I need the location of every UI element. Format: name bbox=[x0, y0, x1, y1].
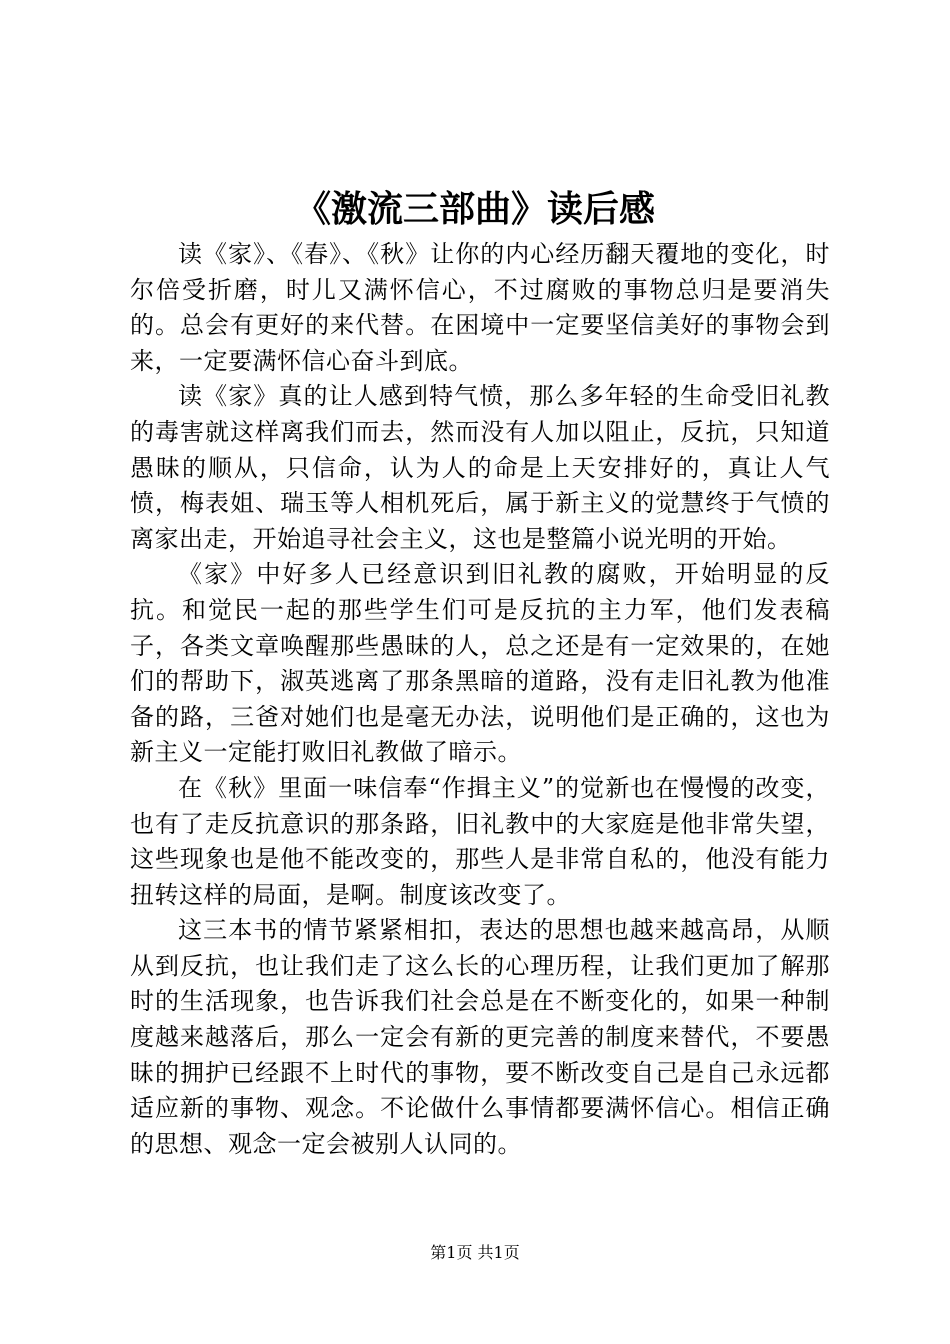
paragraph-1: 读《家》、《春》、《秋》让你的内心经历翻天覆地的变化，时尔倍受折磨，时儿又满怀信心，不过腐败的事物总归是要消失的。总会有更好的来代替。在困境中一定要坚信美好的事物会到来，一定要满怀信心奋斗到底。 bbox=[130, 240, 830, 375]
page-footer: 第1页 共1页 bbox=[430, 1243, 520, 1262]
paragraph-3: 《家》中好多人已经意识到旧礼教的腐败，开始明显的反抗。和觉民一起的那些学生们可是反抗的主力军，他们发表稿子，各类文章唤醒那些愚昧的人，总之还是有一定效果的，在她们的帮助下，淑英逃离了那条黑暗的道路，没有走旧礼教为他准备的路，三爸对她们也是毫无办法，说明他们是正确的，这也为新主义一定能打败旧礼教做了暗示。 bbox=[130, 560, 830, 767]
document-body bbox=[130, 237, 830, 1162]
paragraph-2: 读《家》真的让人感到特气愤，那么多年轻的生命受旧礼教的毒害就这样离我们而去，然而没有人加以阻止，反抗，只知道愚昧的顺从，只信命，认为人的命是上天安排好的，真让人气愤，梅表姐、瑞玉等人相机死后，属于新主义的觉慧终于气愤的离家出走，开始追寻社会主义，这也是整篇小说光明的开始。 bbox=[130, 382, 830, 553]
document-title: 《激流三部曲》读后感 bbox=[294, 188, 655, 230]
paragraph-5: 这三本书的情节紧紧相扣，表达的思想也越来越高昂，从顺从到反抗，也让我们走了这么长的心理历程，让我们更加了解那时的生活现象，也告诉我们社会总是在不断变化的，如果一种制度越来越落后，那么一定会有新的更完善的制度来替代，不要愚昧的拥护已经跟不上时代的事物，要不断改变自己是自己永远都适应新的事物、观念。不论做什么事情都要满怀信心。相信正确的思想、观念一定会被别人认同的。 bbox=[130, 916, 830, 1158]
paragraph-4: 在《秋》里面一味信奉“作揖主义”的觉新也在慢慢的改变，也有了走反抗意识的那条路，旧礼教中的大家庭是他非常失望，这些现象也是他不能改变的，那些人是非常自私的，他没有能力扭转这样的局面，是啊。制度该改变了。 bbox=[130, 773, 830, 909]
